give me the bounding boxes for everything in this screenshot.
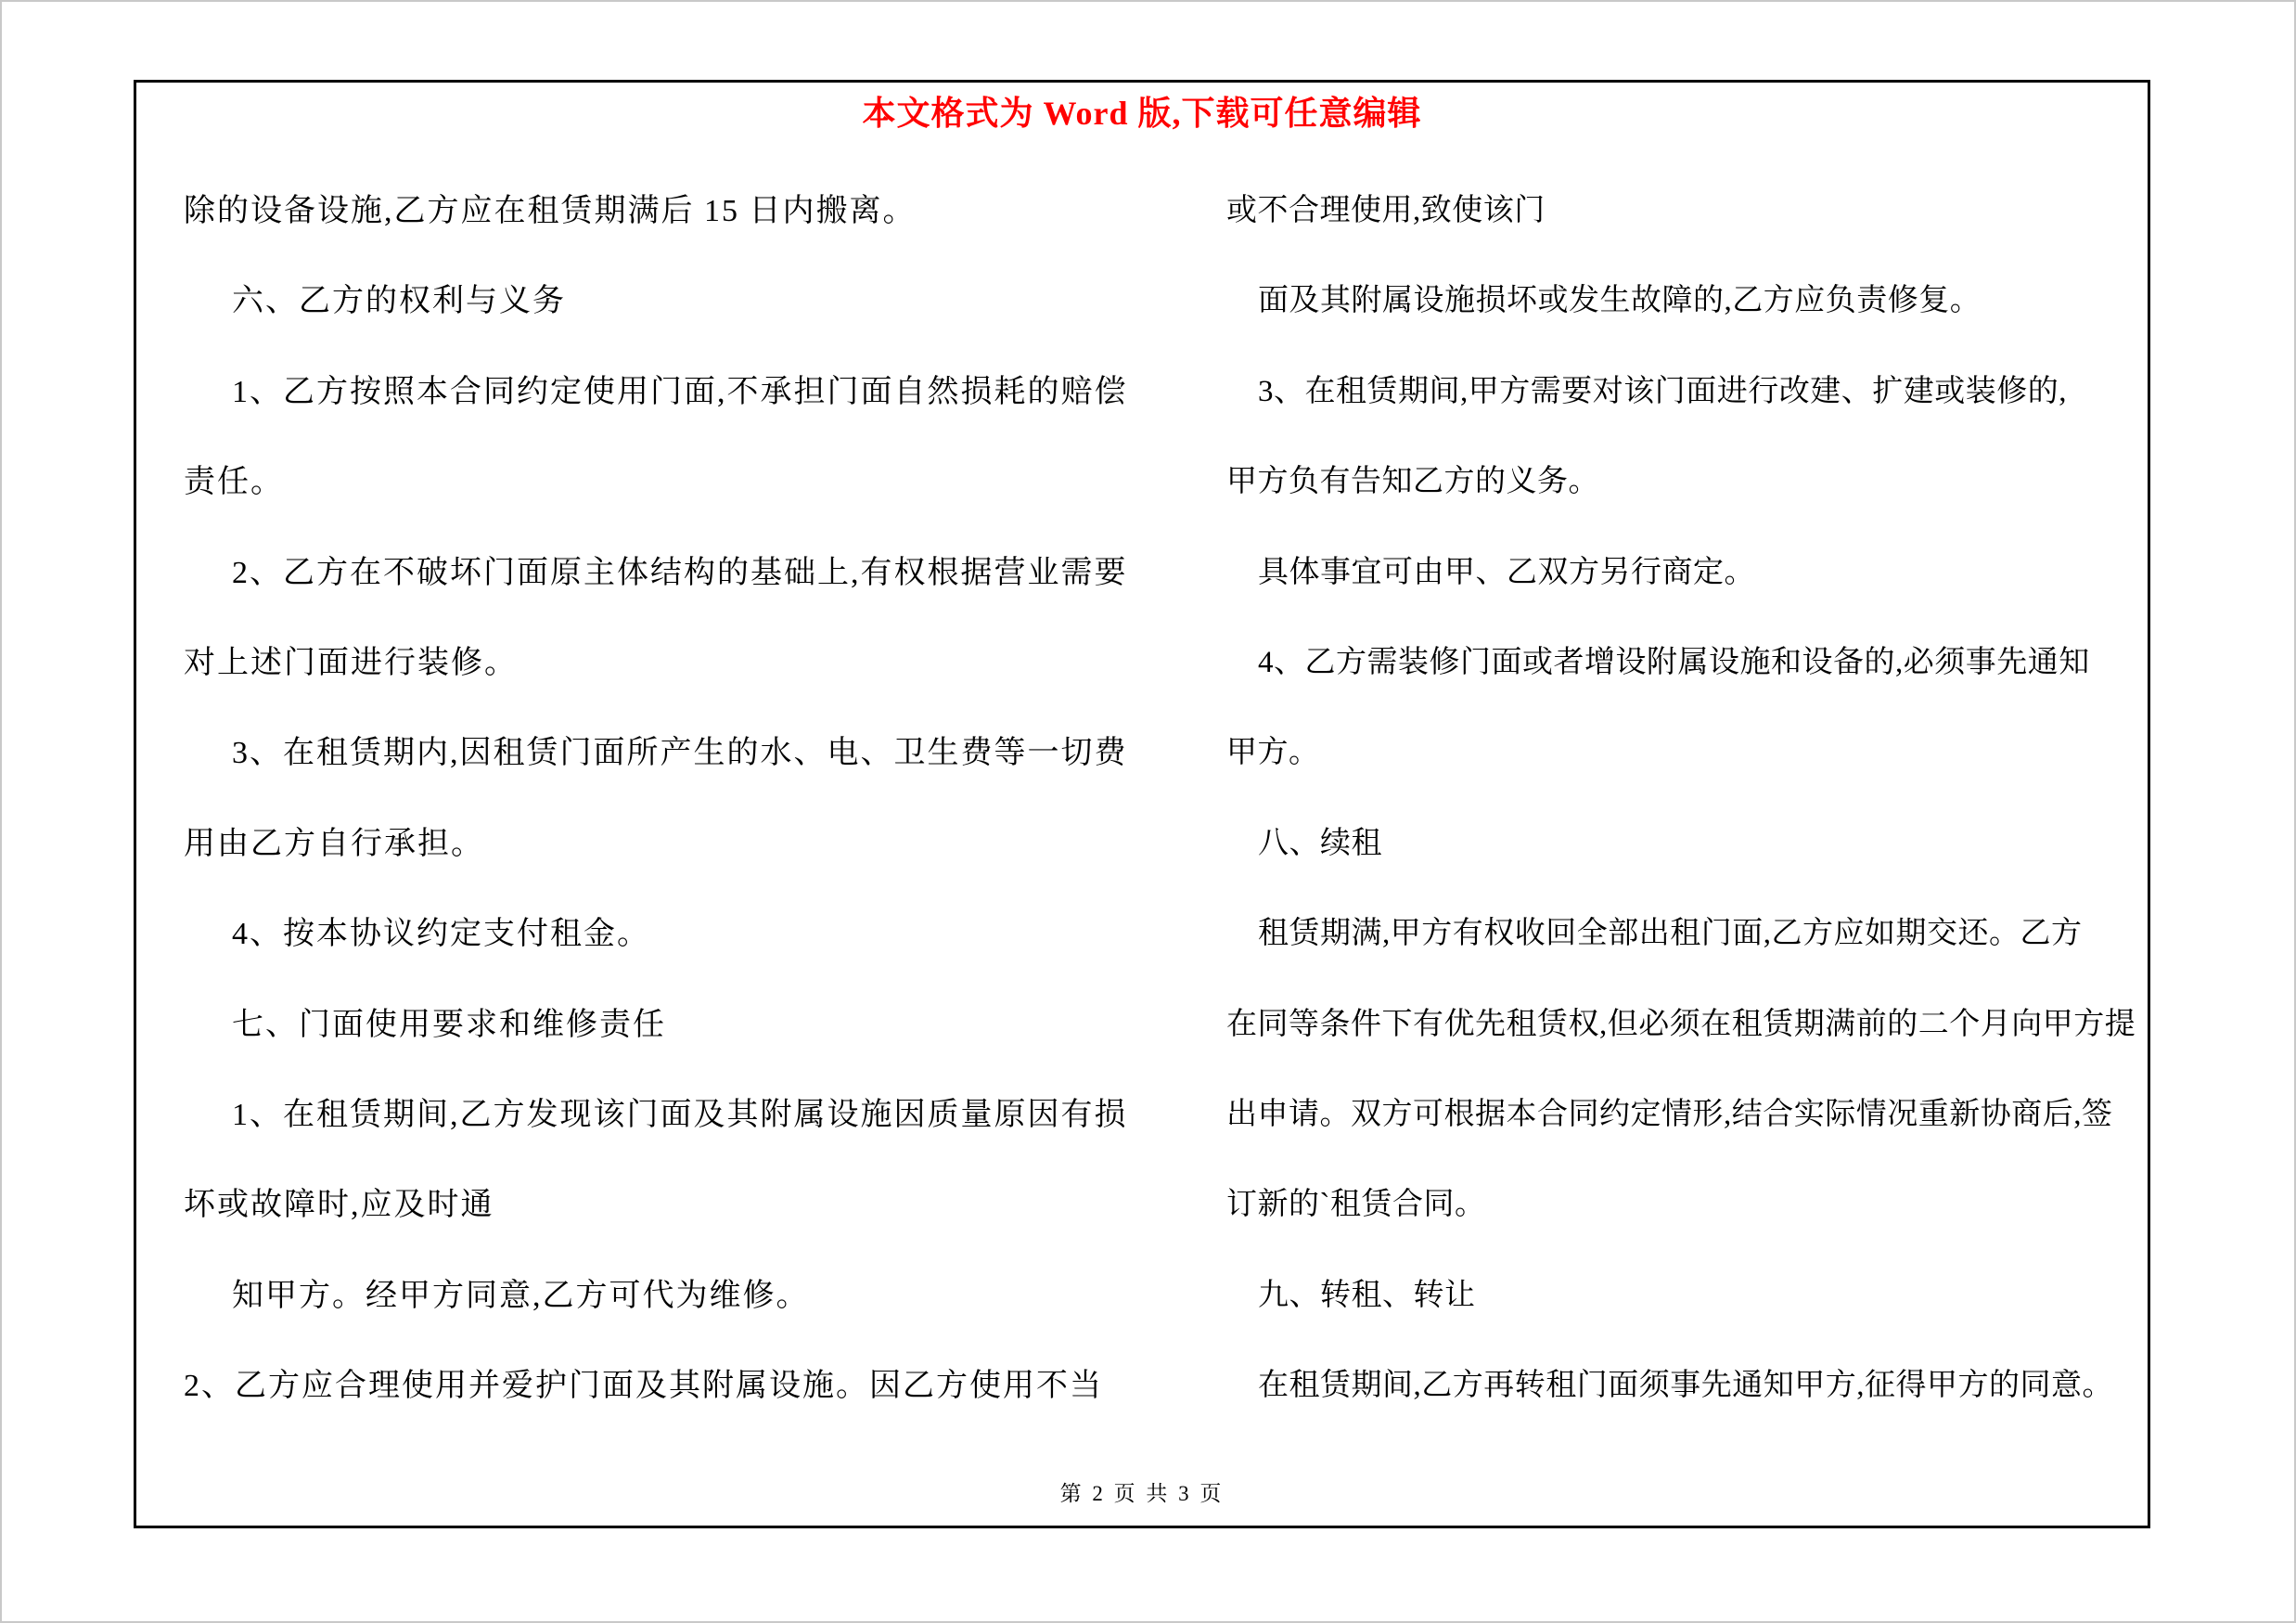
text-line: 九、转租、转让 — [1258, 1278, 1476, 1312]
text-line: 1、在租赁期间,乙方发现该门面及其附属设施因质量原因有损 — [232, 1097, 1128, 1132]
text-line: 责任。 — [184, 465, 284, 500]
text-line: 3、在租赁期内,因租赁门面所产生的水、电、卫生费等一切费 — [232, 736, 1128, 771]
text-line: 甲方负有告知乙方的义务。 — [1226, 465, 1599, 499]
column-left — [184, 166, 1195, 1431]
footer-page-number: 第 2 页 共 3 页 — [1059, 1482, 1225, 1505]
text-line: 面及其附属设施损坏或发生故障的,乙方应负责修复。 — [1258, 284, 1982, 318]
text-line: 1、乙方按照本合同约定使用门面,不承担门面自然损耗的赔偿 — [232, 374, 1128, 409]
text-line: 坏或故障时,应及时通 — [184, 1188, 494, 1223]
text-line: 甲方。 — [1226, 736, 1320, 770]
text-line: 订新的`租赁合同。 — [1226, 1188, 1486, 1222]
text-line: 租赁期满,甲方有权收回全部出租门面,乙方应如期交还。乙方 — [1258, 917, 2083, 951]
text-line: 2、乙方在不破坏门面原主体结构的基础上,有权根据营业需要 — [232, 555, 1128, 590]
header-notice: 本文格式为 Word 版,下载可任意编辑 — [862, 95, 1422, 132]
column-right — [1226, 166, 2154, 1431]
text-line: 3、在租赁期间,甲方需要对该门面进行改建、扩建或装修的, — [1258, 374, 2067, 408]
text-line: 出申请。双方可根据本合同约定情形,结合实际情况重新协商后,签 — [1226, 1097, 2113, 1131]
text-line: 对上述门面进行装修。 — [184, 645, 518, 680]
text-line: 具体事宜可由甲、乙双方另行商定。 — [1258, 555, 1755, 589]
text-line: 4、乙方需装修门面或者增设附属设施和设备的,必须事先通知 — [1258, 645, 2090, 679]
text-line: 或不合理使用,致使该门 — [1226, 194, 1546, 227]
text-line: 在同等条件下有优先租赁权,但必须在租赁期满前的二个月向甲方提 — [1226, 1007, 2136, 1041]
text-line: 六、乙方的权利与义务 — [232, 284, 566, 319]
text-line: 除的设备设施,乙方应在租赁期满后 15 日内搬离。 — [184, 194, 917, 228]
text-line: 4、按本协议约定支付租金。 — [232, 917, 650, 952]
text-line: 七、门面使用要求和维修责任 — [232, 1007, 666, 1042]
page-border-box — [134, 80, 2150, 1528]
text-line: 在租赁期间,乙方再转租门面须事先通知甲方,征得甲方的同意。 — [1258, 1369, 2113, 1403]
text-line: 用由乙方自行承担。 — [184, 826, 484, 861]
text-line: 2、乙方应合理使用并爱护门面及其附属设施。因乙方使用不当 — [184, 1369, 1103, 1404]
text-line: 知甲方。经甲方同意,乙方可代为维修。 — [232, 1278, 810, 1313]
text-line: 八、续租 — [1258, 826, 1382, 860]
